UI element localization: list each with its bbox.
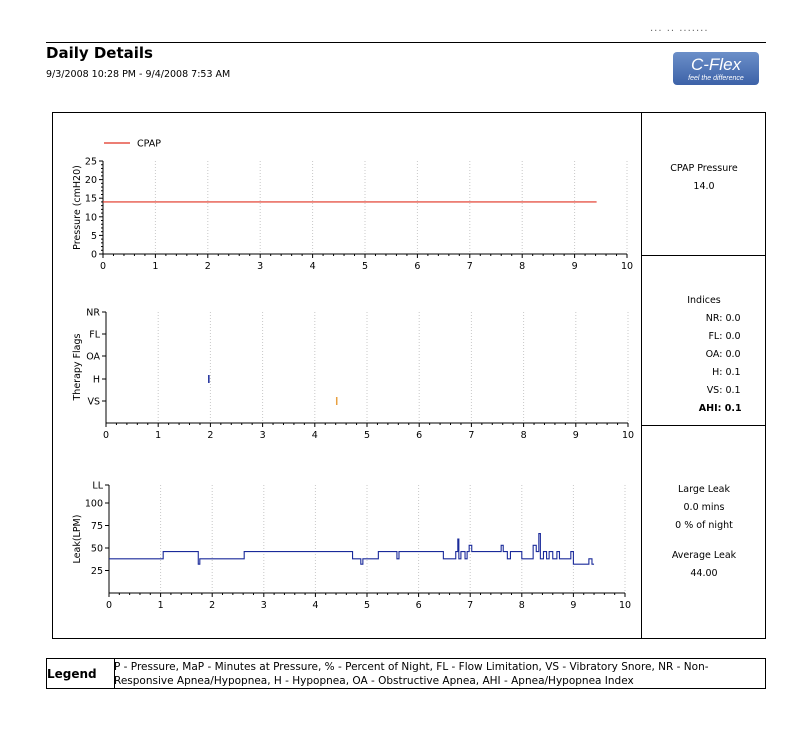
flags-x-tick-label: 2 xyxy=(207,430,214,441)
pressure-x-tick-label: 1 xyxy=(152,261,159,272)
pressure-x-tick-label: 2 xyxy=(204,261,211,272)
header-top-text: ··· ·· ······· xyxy=(650,26,709,37)
pressure-y-axis-label: Pressure (cmH20) xyxy=(72,165,83,250)
flags-x-tick-label: 6 xyxy=(416,430,423,441)
pressure-y-tick-label: 5 xyxy=(90,230,97,242)
leak-x-tick-label: 6 xyxy=(415,600,422,611)
pressure-value: 14.0 xyxy=(693,181,715,192)
leak-x-tick-label: 4 xyxy=(312,600,319,611)
index-value: 0.1 xyxy=(725,367,741,378)
avg-leak-value: 44.00 xyxy=(690,568,718,579)
legend-label: Legend xyxy=(47,667,97,681)
flags-x-tick-label: 8 xyxy=(520,430,527,441)
leak-y-tick-label: LL xyxy=(92,480,103,492)
logo-tagline: feel the difference xyxy=(688,75,744,82)
index-label: VS: xyxy=(706,385,723,396)
pressure-x-tick-label: 3 xyxy=(257,261,264,272)
index-label: H: xyxy=(712,367,723,378)
pressure-x-tick-label: 4 xyxy=(309,261,316,272)
leak-y-tick-label: 50 xyxy=(90,543,103,555)
leak-x-tick-label: 0 xyxy=(105,600,113,611)
legend-text: P - Pressure, MaP - Minutes at Pressure, % - Percent of Night, FL - Flow Limitation, VS - Vibratory Snore, NR - Non-Responsive Apnea/Hypopnea, H - Hypopnea, OA - Obstructive Apnea, AHI - Apnea/Hypopnea Index xyxy=(114,661,709,687)
leak-x-tick-label: 7 xyxy=(467,600,474,611)
pressure-title: CPAP Pressure xyxy=(670,163,738,174)
index-label: NR: xyxy=(705,313,723,324)
flags-x-tick-label: 4 xyxy=(311,430,318,441)
leak-x-tick-label: 5 xyxy=(363,600,371,611)
index-value: 0.0 xyxy=(725,331,741,342)
pressure-x-tick-label: 7 xyxy=(466,261,473,272)
flags-y-tick-label: VS xyxy=(87,396,100,408)
leak-y-tick-label: 25 xyxy=(90,566,103,577)
leak-x-tick-label: 3 xyxy=(260,600,267,611)
flags-y-tick-label: OA xyxy=(86,351,100,363)
leak-x-tick-label: 1 xyxy=(157,600,164,611)
pressure-y-tick-label: 25 xyxy=(84,156,97,168)
flags-x-tick-label: 3 xyxy=(259,430,266,441)
large-leak-title: Large Leak xyxy=(677,484,731,495)
flags-x-tick-label: 0 xyxy=(102,430,110,441)
leak-x-tick-label: 9 xyxy=(570,600,577,611)
pressure-x-tick-label: 8 xyxy=(519,261,526,272)
ahi-label: AHI: xyxy=(698,403,722,414)
page-title: Daily Details xyxy=(46,44,153,62)
flags-x-tick-label: 1 xyxy=(155,430,162,441)
pressure-x-tick-label: 5 xyxy=(361,261,369,272)
index-value: 0.1 xyxy=(725,385,741,396)
leak-y-tick-label: 100 xyxy=(84,498,103,510)
large-leak-mins: 0.0 mins xyxy=(683,502,725,513)
flags-x-tick-label: 5 xyxy=(363,430,371,441)
pressure-y-tick-label: 10 xyxy=(84,212,97,224)
pressure-x-tick-label: 10 xyxy=(620,261,634,272)
index-label: FL: xyxy=(708,331,723,342)
indices-title: Indices xyxy=(687,295,721,306)
leak-y-axis-label: Leak(LPM) xyxy=(72,514,83,564)
flags-y-axis-label: Therapy Flags xyxy=(72,333,83,401)
index-value: 0.0 xyxy=(725,313,741,324)
flags-x-tick-label: 9 xyxy=(572,430,579,441)
leak-series-line xyxy=(109,534,594,565)
pressure-x-tick-label: 9 xyxy=(571,261,578,272)
pressure-x-tick-label: 0 xyxy=(99,261,107,272)
index-value: 0.0 xyxy=(725,349,741,360)
pressure-y-tick-label: 0 xyxy=(90,249,97,261)
pressure-x-tick-label: 6 xyxy=(414,261,421,272)
flags-y-tick-label: H xyxy=(92,374,100,386)
pressure-y-tick-label: 15 xyxy=(84,193,97,205)
avg-leak-title: Average Leak xyxy=(671,550,737,561)
index-label: OA: xyxy=(705,349,723,360)
leak-x-tick-label: 2 xyxy=(209,600,216,611)
date-range: 9/3/2008 10:28 PM - 9/4/2008 7:53 AM xyxy=(46,69,231,80)
logo-name: C-Flex xyxy=(690,55,742,74)
flags-y-tick-label: FL xyxy=(89,329,100,341)
flags-x-tick-label: 10 xyxy=(621,430,635,441)
flags-x-tick-label: 7 xyxy=(468,430,475,441)
flags-y-tick-label: NR xyxy=(86,307,100,319)
ahi-value: 0.1 xyxy=(724,403,742,414)
large-leak-pct: 0 % of night xyxy=(675,520,733,531)
leak-y-tick-label: 75 xyxy=(90,521,103,532)
pressure-legend-label: CPAP xyxy=(137,138,161,150)
leak-x-tick-label: 10 xyxy=(618,600,632,611)
leak-x-tick-label: 8 xyxy=(518,600,525,611)
pressure-y-tick-label: 20 xyxy=(84,175,97,187)
